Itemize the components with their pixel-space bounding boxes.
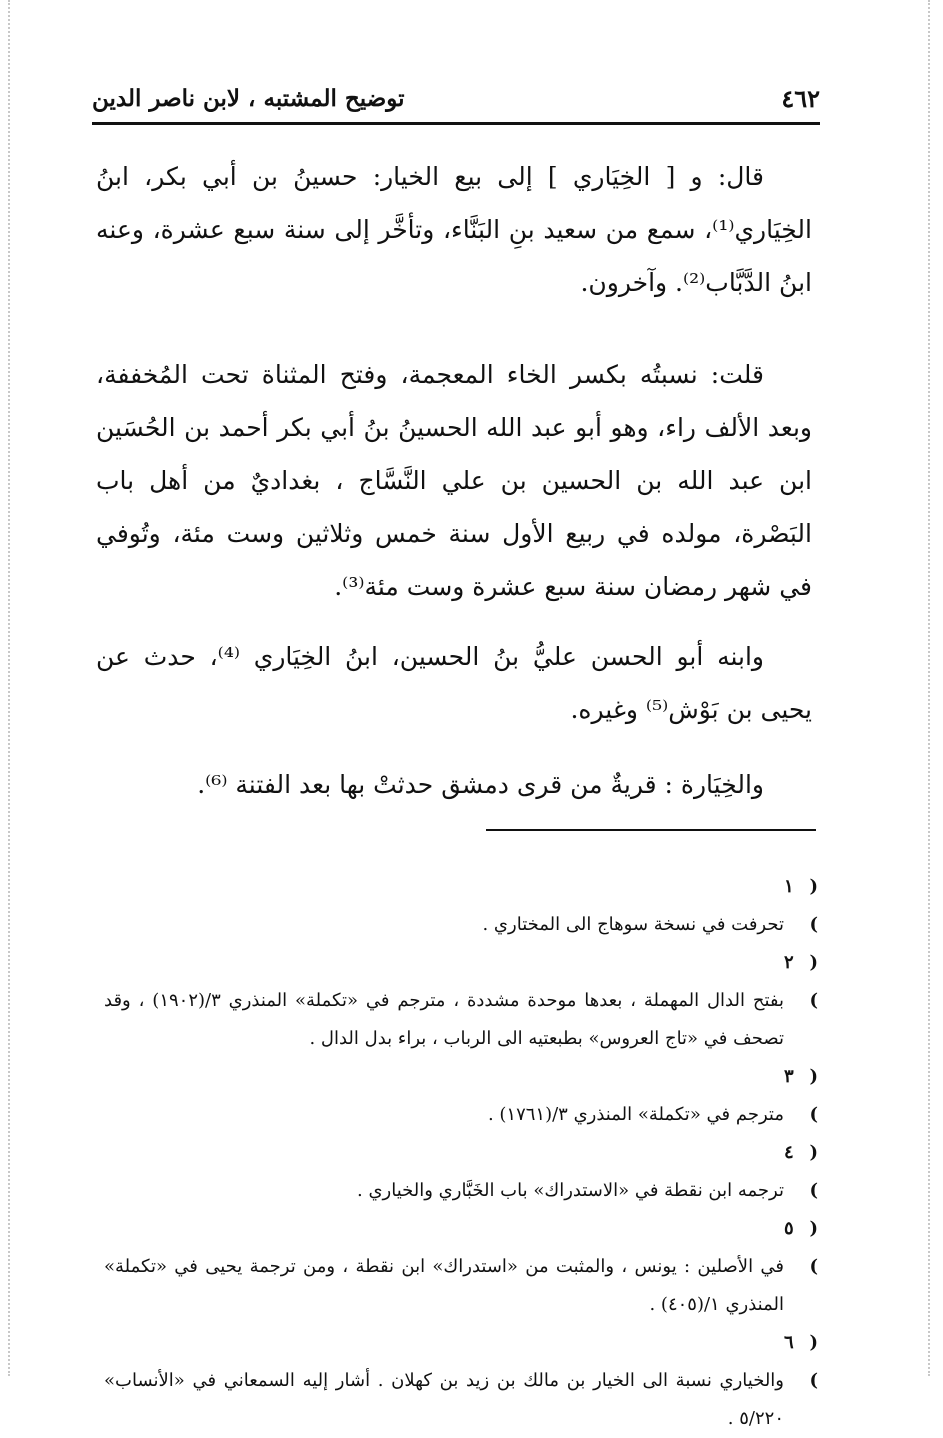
scan-edge-left	[8, 0, 10, 1376]
footnote-item	[104, 944, 818, 1058]
footnote-number: ( ٤ )	[784, 1142, 818, 1201]
footnote-item	[104, 1324, 818, 1438]
footnote-item	[104, 1058, 818, 1134]
footnote-item	[104, 1210, 818, 1324]
page-header	[92, 80, 820, 116]
footnote-number: ( ٣ )	[784, 1066, 818, 1125]
footnote-number: ( ١ )	[784, 876, 818, 935]
footnote-text: ترجمه ابن نقطة في «الاستدراك» باب الخَبَّاري والخياري .	[357, 1180, 784, 1201]
footnote-text: والخياري نسبة الى الخيار بن مالك بن زيد بن كهلان . أشار إليه السمعاني في «الأنساب» ٥/٢٢٠ .	[104, 1370, 784, 1429]
footnote-text: مترجم في «تكملة» المنذري ٣/(١٧٦١) .	[487, 1104, 784, 1125]
footnote-number: ( ٢ )	[784, 952, 818, 1011]
paragraph-qultu: قلت: نسبتُه بكسر الخاء المعجمة، وفتح المثناة تحت المُخففة، وبعد الألف راء، وهو أبو عبد الله الحسينُ بنُ أبي بكر أحمد بن الحُسَين ابن عبد الله بن الحسين بن علي النَّسَّاج ، بغداديٌ من أهل باب البَصْرة، مولده في ربيع الأول سنة خمس وثلاثين وست مئة، وتُوفي في شهر رمضان سنة سبع عشرة وست مئة⁽³⁾.	[96, 360, 812, 601]
running-title: توضيح المشتبه ، لابن ناصر الدين	[92, 84, 405, 112]
footnote-text: في الأصلين : يونس ، والمثبت من «استدراك» ابن نقطة ، ومن ترجمة يحيى في «تكملة» المنذري ١/(٤٠٥) .	[104, 1256, 784, 1315]
paragraph-qala: قال: و [ الخِيَاري ] إلى بيع الخيار: حسينُ بن أبي بكر، ابنُ الخِيَاري⁽¹⁾، سمع من سعيد بنِ البَنَّاء، وتأخَّر إلى سنة سبع عشرة، وعنه ابنُ الدَّبَّاب⁽²⁾. وآخرون.	[96, 162, 812, 297]
paragraph-khiyara: والخِيَارة : قريةٌ من قرى دمشق حدثتْ بها بعد الفتنة ⁽⁶⁾.	[197, 770, 764, 799]
footnote-text: بفتح الدال المهملة ، بعدها موحدة مشددة ، مترجم في «تكملة» المنذري ٣/(١٩٠٢) ، وقد تصحف في «تاج العروس» بطبعتيه الى الرباب ، براء بدل الدال .	[104, 990, 784, 1049]
footnote-item	[104, 868, 818, 944]
footnotes	[104, 868, 818, 1438]
page-number: ٤٦٢	[781, 83, 820, 113]
footnote-number: ( ٥ )	[784, 1218, 818, 1277]
header-rule	[92, 122, 820, 125]
footnote-item	[104, 1134, 818, 1210]
footnote-text: تحرفت في نسخة سوهاج الى المختاري .	[482, 914, 784, 935]
footnote-separator	[486, 829, 816, 831]
footnote-number: ( ٦ )	[784, 1332, 818, 1391]
scan-edge-right	[928, 0, 930, 1376]
paragraph-son: وابنه أبو الحسن عليُّ بنُ الحسين، ابنُ الخِيَاري ⁽⁴⁾، حدث عن يحيى بن بَوْش⁽⁵⁾ وغيره.	[96, 642, 812, 724]
